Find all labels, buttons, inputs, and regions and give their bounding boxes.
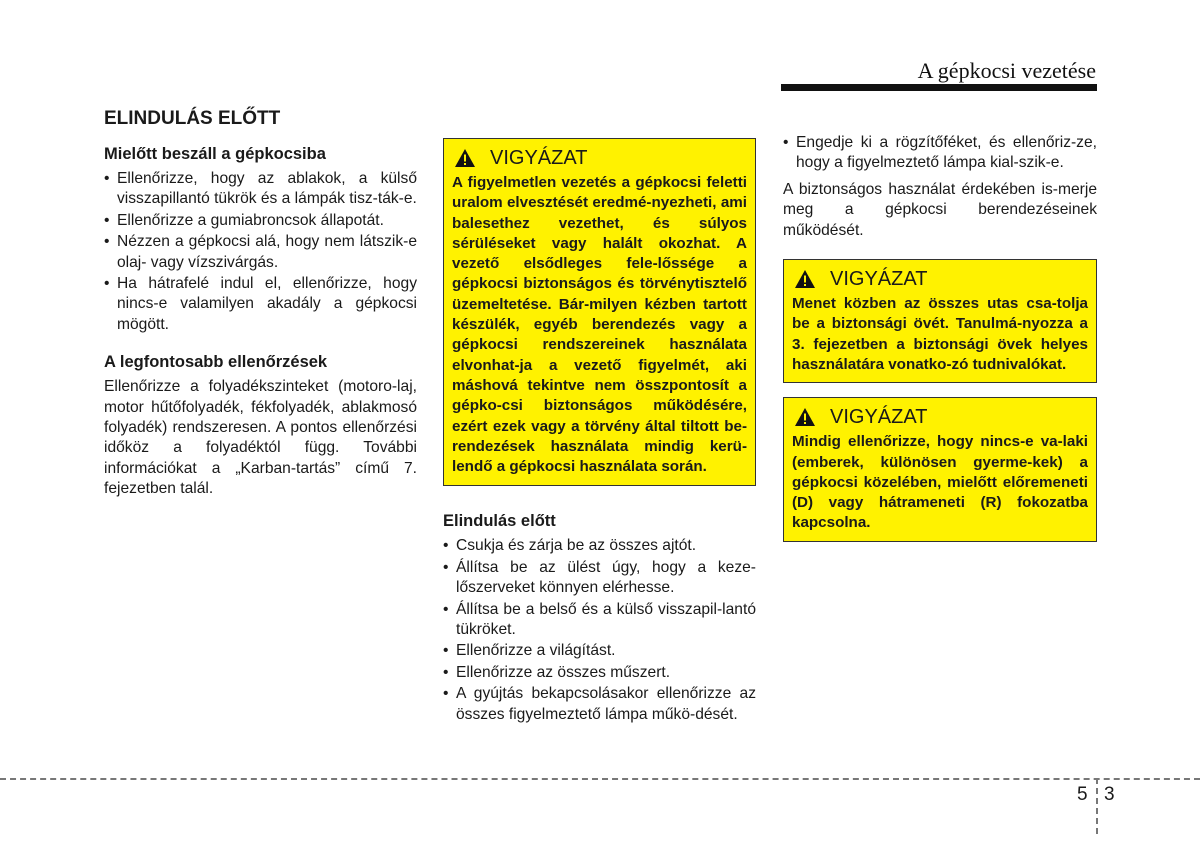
warning-box-children [783,397,1097,541]
list-item: • Ha hátrafelé indul el, ellenőrizze, hogy nincs-e valamilyen akadály a gépkocsi mögött. [104,274,417,335]
warning-text: Mindig ellenőrizze, hogy nincs-e va-laki (emberek, különösen gyerme-kek) a gépkocsi közelében, mielőtt előremeneti (D) vagy hátrameneti (R) fokozatba kapcsolna. [792,433,1088,532]
list-item: • Állítsa be az ülést úgy, hogy a keze-lőszerveket könnyen elérhesse. [443,558,756,599]
warning-box-distraction [443,138,756,486]
checklist-before-starting [443,536,756,725]
chapter-number: 5 [1077,784,1088,805]
warning-header [792,404,1088,430]
paragraph-safe-use: A biztonságos használat érdekében is-merje meg a gépkocsi berendezéseinek működését. [783,180,1097,239]
warning-title: VIGYÁZAT [830,268,928,291]
list-item: • Állítsa be a belső és a külső visszapil-lantó tükröket. [443,600,756,641]
warning-title: VIGYÁZAT [830,406,928,429]
page-header-title: A gépkocsi vezetése [917,58,1096,83]
list-item: • A gyújtás bekapcsolásakor ellenőrizze az összes figyelmeztető lámpa műkö-dését. [443,684,756,725]
sub-heading-before-starting: Elindulás előtt [443,512,556,531]
warning-header [792,266,1088,292]
sub-heading-important-checks: A legfontosabb ellenőrzések [104,353,328,372]
warning-text: Menet közben az összes utas csa-tolja be a biztonsági övét. Tanulmá-nyozza a 3. fejezetben a biztonsági övek helyes használatára vonatko-zó tudnivalókat. [792,295,1088,373]
warning-triangle-icon [794,269,816,289]
list-item: • Ellenőrizze, hogy az ablakok, a külső visszapillantó tükrök és a lámpák tisz-ták-e. [104,169,417,210]
warning-text: A figyelmetlen vezetés a gépkocsi feletti uralom elvesztését eredmé-nyezheti, ami balesethez vezethet, és súlyos sérüléseket vagy halált okozhat. A vezető elsődleges fele-lőssége a gépkocsi biztonságos és törvénytisztelő üzemeltetése. Bár-milyen kézben tartott készülék, egyéb berendezés vagy a gépkocsi rendszereinek használata elvonhat-ja a vezető figyelmét, aki máshová tekintve nem összpontosít a gépko-csi biztonságos működésére, ezért ezek vagy a törvény által tiltott be-rendezések használata mindig kerü-lendő a gépkocsi használata során. [452,174,747,476]
paragraph-fluid-checks: Ellenőrizze a folyadékszinteket (motoro-laj, motor hűtőfolyadék, fékfolyadék, ablakmosó folyadék) rendszeresen. A pontos ellenőrzési időköz a folyadéktól függ. További információkat a „Karban-tartás” című 7. fejezetben talál. [104,378,417,498]
warning-title: VIGYÁZAT [490,147,588,169]
warning-triangle-icon [454,148,476,168]
footer-page-divider [1096,778,1098,834]
warning-box-seatbelt [783,259,1097,383]
page-number: 3 [1104,784,1115,805]
column-right [783,133,1097,542]
column-left [104,107,417,500]
warning-header [452,145,747,171]
section-title: ELINDULÁS ELŐTT [104,108,281,129]
warning-triangle-icon [794,407,816,427]
list-item: • Ellenőrizze a világítást. [443,641,756,661]
list-item: • Csukja és zárja be az összes ajtót. [443,536,756,556]
list-item: • Nézzen a gépkocsi alá, hogy nem látszik-e olaj- vagy vízszivárgás. [104,232,417,273]
checklist-before-entering [104,169,417,335]
column-middle [443,138,756,726]
list-item: • Engedje ki a rögzítőféket, és ellenőriz-ze, hogy a figyelmeztető lámpa kial-szik-e. [783,133,1097,174]
header-bar [781,84,1097,91]
sub-heading-before-entering: Mielőtt beszáll a gépkocsiba [104,145,326,163]
checklist-parking-brake [783,133,1097,174]
list-item: • Ellenőrizze az összes műszert. [443,663,756,683]
list-item: • Ellenőrizze a gumiabroncsok állapotát. [104,211,417,231]
footer-divider [0,778,1200,780]
